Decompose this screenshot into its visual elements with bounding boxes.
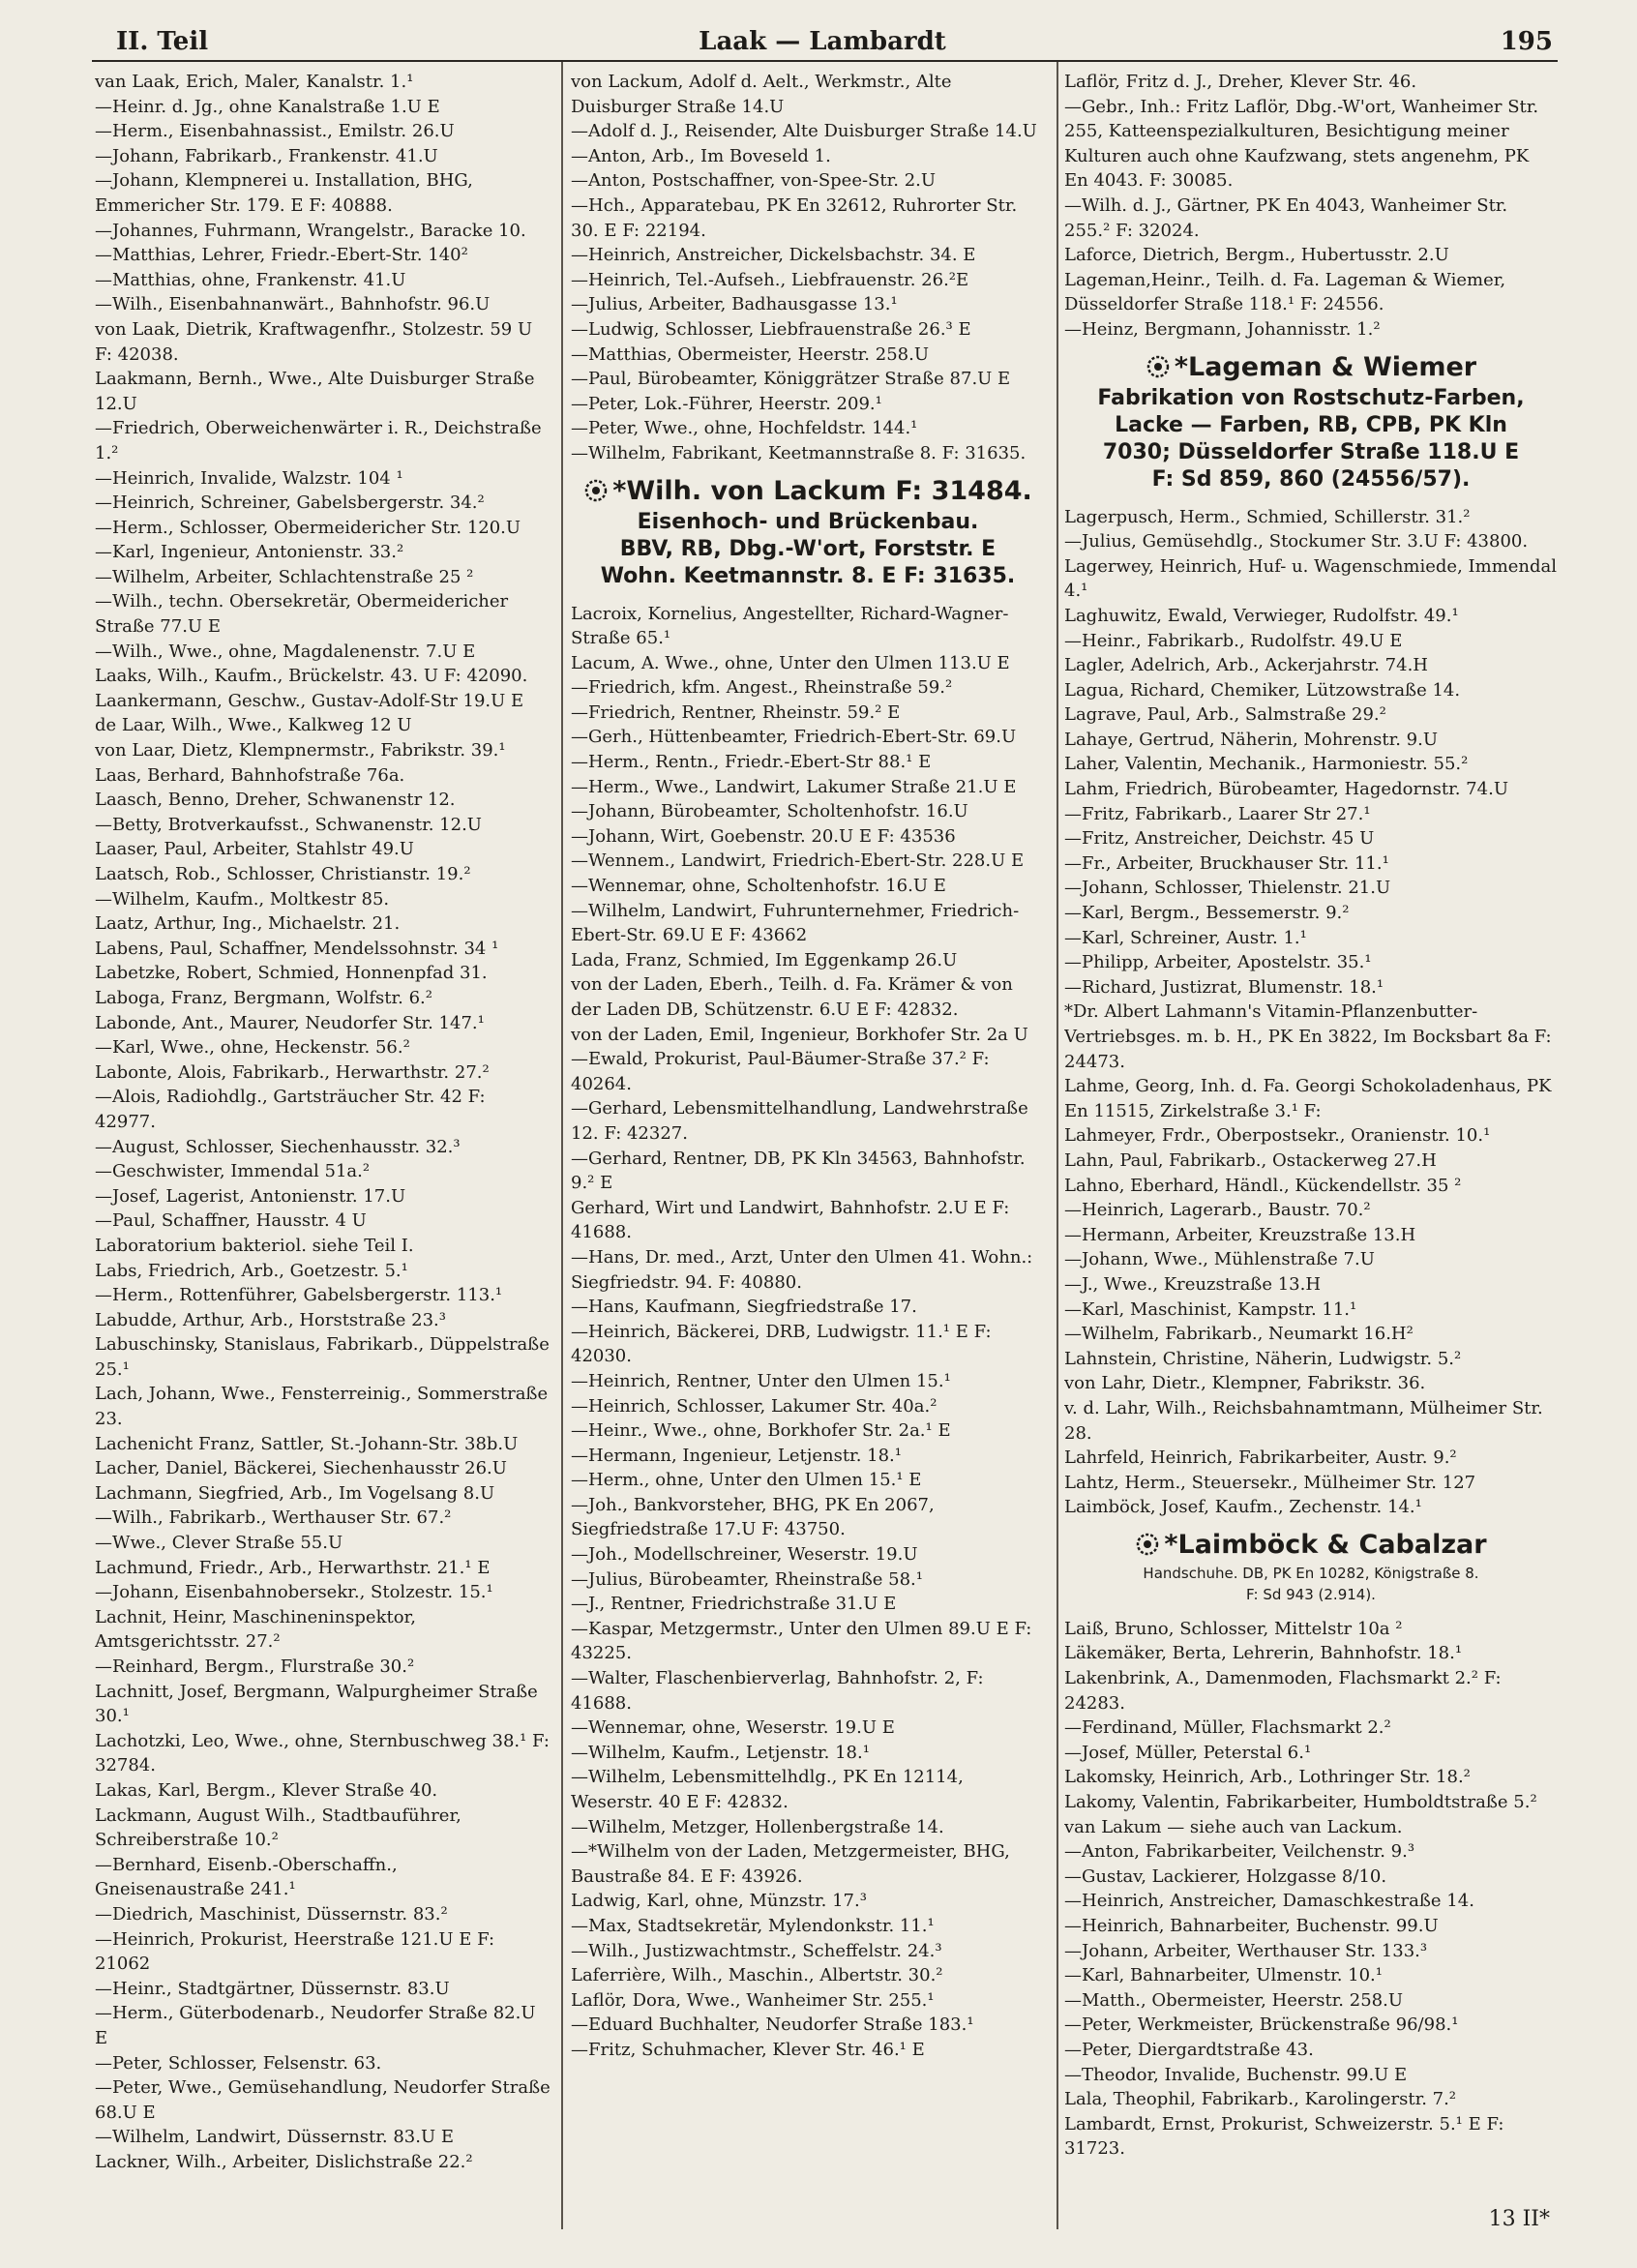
directory-entry: —Wilhelm, Fabrikant, Keetmannstraße 8. F: 31635. — [571, 442, 1027, 463]
advert-phone: F: 31484. — [895, 475, 1032, 506]
entries-block — [1064, 70, 1558, 343]
directory-entry: —Wilhelm, Arbeiter, Schlachtenstraße 25 ² — [95, 566, 474, 587]
directory-entry: —Herm., Rentn., Friedr.-Ebert-Str 88.¹ E — [571, 752, 932, 773]
directory-entry: —Kaspar, Metzgermstr., Unter den Ulmen 89.U E F: 43225. — [571, 1618, 1032, 1664]
directory-entry: Lala, Theophil, Fabrikarb., Karolingerstr. 7.² — [1064, 2089, 1457, 2110]
directory-entry: Lachnitt, Josef, Bergmann, Walpurgheimer Straße 30.¹ — [95, 1681, 538, 1727]
directory-entry: —Johann, Arbeiter, Werthauser Str. 133.³ — [1064, 1940, 1428, 1961]
directory-entry: Laforce, Dietrich, Bergm., Hubertusstr. 2.U — [1064, 245, 1449, 266]
directory-entry: —Matth., Obermeister, Heerstr. 258.U — [1064, 1989, 1403, 2011]
directory-entry: —Wilh., Wwe., ohne, Magdalenenstr. 7.U E — [95, 641, 476, 662]
directory-entry: —Ludwig, Schlosser, Liebfrauenstraße 26.³ E — [571, 318, 971, 340]
directory-entry: —Heinrich, Lagerarb., Baustr. 70.² — [1064, 1200, 1371, 1221]
directory-entry: —Heinrich, Invalide, Walzstr. 104 ¹ — [95, 467, 403, 489]
directory-entry: —Herm., Rottenführer, Gabelsbergerstr. 113.¹ — [95, 1285, 503, 1306]
directory-entry: —Wwe., Clever Straße 55.U — [95, 1533, 343, 1554]
directory-entry: —Peter, Lok.-Führer, Heerstr. 209.¹ — [571, 393, 882, 414]
directory-entry: Lambardt, Ernst, Prokurist, Schweizerstr. 5.¹ E F: 31723. — [1064, 2113, 1504, 2160]
directory-entry: —Johann, Wwe., Mühlenstraße 7.U — [1064, 1249, 1375, 1270]
directory-entry: Lagerpusch, Herm., Schmied, Schillerstr. 31.² — [1064, 506, 1471, 527]
advert-title — [1064, 350, 1558, 385]
directory-entry: Lachotzki, Leo, Wwe., ohne, Sternbuschweg 38.¹ F: 32784. — [95, 1730, 550, 1776]
directory-entry: Lagerwey, Heinrich, Huf- u. Wagenschmiede, Immendal 4.¹ — [1064, 555, 1558, 602]
directory-entry: —Paul, Bürobeamter, Königgrätzer Straße 87.U E — [571, 369, 1011, 390]
directory-entry: —Friedrich, kfm. Angest., Rheinstraße 59.² — [571, 677, 953, 699]
directory-entry: Laatsch, Rob., Schlosser, Christianstr. 19.² — [95, 864, 471, 884]
directory-entry: —Peter, Wwe., ohne, Hochfeldstr. 144.¹ — [571, 418, 918, 439]
directory-entry: —Wennemar, ohne, Scholtenhofstr. 16.U E — [571, 876, 946, 897]
directory-entry: Lachmann, Siegfried, Arb., Im Vogelsang 8.U — [95, 1482, 495, 1504]
directory-entry: —Herm., Eisenbahnassist., Emilstr. 26.U — [95, 121, 455, 142]
directory-entry: Lackner, Wilh., Arbeiter, Dislichstraße 22.² — [95, 2151, 473, 2172]
column-2 — [571, 70, 1045, 2223]
directory-entry: Lakas, Karl, Bergm., Klever Straße 40. — [95, 1779, 438, 1801]
telephone-icon — [583, 478, 609, 503]
directory-entry: von der Laden, Eberh., Teilh. d. Fa. Krämer & von der Laden DB, Schützenstr. 6.U E F: 42832. — [571, 974, 1013, 1020]
directory-entry: —Hermann, Arbeiter, Kreuzstraße 13.H — [1064, 1224, 1416, 1245]
directory-entry: —Josef, Lagerist, Antonienstr. 17.U — [95, 1185, 406, 1207]
telephone-icon — [1135, 1532, 1160, 1557]
directory-entry: —Anton, Fabrikarbeiter, Veilchenstr. 9.³ — [1064, 1841, 1415, 1863]
directory-entry: —Wilh., techn. Obersekretär, Obermeidericher Straße 77.U E — [95, 591, 509, 638]
advert-line: Eisenhoch- und Brückenbau. — [637, 509, 979, 534]
directory-entry: Labs, Friedrich, Arb., Goetzestr. 5.¹ — [95, 1260, 408, 1281]
directory-entry: Lacroix, Kornelius, Angestellter, Richard-Wagner-Straße 65.¹ — [571, 603, 1009, 649]
directory-entry: —Hans, Kaufmann, Siegfriedstraße 17. — [571, 1297, 917, 1318]
directory-entry: —Johann, Schlosser, Thielenstr. 21.U — [1064, 878, 1391, 899]
directory-entry: —Alois, Radiohdlg., Gartsträucher Str. 42 F: 42977. — [95, 1087, 486, 1132]
directory-entry: von Laar, Dietz, Klempnermstr., Fabrikstr. 39.¹ — [95, 740, 506, 761]
directory-entry: —Herm., ohne, Unter den Ulmen 15.¹ E — [571, 1470, 922, 1491]
column-divider — [561, 62, 563, 2229]
advert-line: Lacke — Farben, RB, CPB, PK Kln — [1115, 412, 1507, 437]
directory-entry: Labetzke, Robert, Schmied, Honnenpfad 31. — [95, 963, 488, 984]
directory-entry: —Gebr., Inh.: Fritz Laflör, Dbg.-W'ort, Wanheimer Str. 255, Katteenspezialkulturen, Besichtigung meiner Kulturen auch ohne Kaufzwang, stets angenehm, PK En 4043. F: 30085. — [1064, 96, 1539, 192]
directory-entry: —Walter, Flaschenbierverlag, Bahnhofstr. 2, F: 41688. — [571, 1668, 984, 1714]
directory-entry: *Dr. Albert Lahmann's Vitamin-Pflanzenbutter-Vertriebsges. m. b. H., PK En 3822, Im Bocksbart 8a F: 24473. — [1064, 1001, 1552, 1072]
directory-entry: —Gerh., Hüttenbeamter, Friedrich-Ebert-Str. 69.U — [571, 727, 1017, 748]
directory-entry: —Herm., Schlosser, Obermeidericher Str. 120.U — [95, 517, 521, 538]
column-divider — [1057, 62, 1058, 2229]
directory-entry: Lahm, Friedrich, Bürobeamter, Hagedornstr. 74.U — [1064, 779, 1508, 800]
directory-entry: —Karl, Wwe., ohne, Heckenstr. 56.² — [95, 1037, 410, 1059]
column-3 — [1064, 70, 1558, 2223]
directory-entry: —Wilhelm, Lebensmittelhdlg., PK En 12114, Weserstr. 40 E F: 42832. — [571, 1767, 964, 1812]
directory-entry: —Wilhelm, Kaufm., Moltkestr 85. — [95, 888, 390, 910]
directory-entry: —Johann, Eisenbahnobersekr., Stolzestr. 15.¹ — [95, 1582, 493, 1603]
directory-entry: Lagrave, Paul, Arb., Salmstraße 29.² — [1064, 704, 1386, 726]
directory-entry: —Wilhelm, Kaufm., Letjenstr. 18.¹ — [571, 1742, 870, 1763]
directory-entry: —Wennemar, ohne, Weserstr. 19.U E — [571, 1717, 895, 1739]
directory-entry: von Laak, Dietrik, Kraftwagenfhr., Stolzestr. 59 U F: 42038. — [95, 318, 533, 365]
directory-entry: —Joh., Bankvorsteher, BHG, PK En 2067, Siegfriedstraße 17.U F: 43750. — [571, 1494, 935, 1540]
advert-line: Wohn. Keetmannstr. 8. E F: 31635. — [600, 563, 1016, 588]
directory-entry: —Fritz, Fabrikarb., Laarer Str 27.¹ — [1064, 803, 1371, 824]
directory-entry: Lackmann, August Wilh., Stadtbauführer, Schreiberstraße 10.² — [95, 1805, 461, 1851]
directory-entry: —August, Schlosser, Siechenhausstr. 32.³ — [95, 1136, 461, 1157]
advert-title — [1064, 1528, 1558, 1563]
directory-entry: —Peter, Werkmeister, Brückenstraße 96/98.¹ — [1064, 2014, 1459, 2036]
directory-entry: —Betty, Brotverkaufsst., Schwanenstr. 12.U — [95, 814, 482, 835]
directory-entry: Laboratorium bakteriol. siehe Teil I. — [95, 1235, 414, 1256]
directory-entry: Gerhard, Wirt und Landwirt, Bahnhofstr. 2.U E F: 41688. — [571, 1197, 1010, 1243]
directory-entry: Labonte, Alois, Fabrikarb., Herwarthstr. 27.² — [95, 1061, 490, 1083]
directory-entry: Lagua, Richard, Chemiker, Lützowstraße 14. — [1064, 679, 1461, 701]
directory-entry: —Karl, Bergm., Bessemerstr. 9.² — [1064, 903, 1350, 924]
directory-entry: Laghuwitz, Ewald, Verwieger, Rudolfstr. 49.¹ — [1064, 605, 1459, 626]
directory-entry: —Heinrich, Schreiner, Gabelsbergerstr. 34.² — [95, 492, 485, 514]
directory-entry: Lachenicht Franz, Sattler, St.-Johann-Str. 38b.U — [95, 1433, 519, 1454]
directory-entry: Lakomy, Valentin, Fabrikarbeiter, Humboldtstraße 5.² — [1064, 1792, 1537, 1813]
directory-entry: —Friedrich, Oberweichenwärter i. R., Deichstraße 1.² — [95, 418, 542, 463]
directory-entry: —Heinrich, Anstreicher, Dickelsbachstr. 34. E — [571, 245, 976, 266]
directory-entry: Laboga, Franz, Bergmann, Wolfstr. 6.² — [95, 987, 432, 1008]
directory-entry: Laasch, Benno, Dreher, Schwanenstr 12. — [95, 790, 456, 811]
directory-entry: Lagler, Adelrich, Arb., Ackerjahrstr. 74.H — [1064, 655, 1429, 676]
directory-entry: —Matthias, Lehrer, Friedr.-Ebert-Str. 140² — [95, 245, 468, 266]
advert-line: Fabrikation von Rostschutz-Farben, — [1097, 385, 1525, 410]
directory-entry: —Wennem., Landwirt, Friedrich-Ebert-Str. 228.U E — [571, 850, 1025, 872]
directory-entry: Lahaye, Gertrud, Näherin, Mohrenstr. 9.U — [1064, 729, 1439, 750]
directory-entry: Lada, Franz, Schmied, Im Eggenkamp 26.U — [571, 949, 958, 970]
directory-entry: —Heinr., Wwe., ohne, Borkhofer Str. 2a.¹ E — [571, 1420, 951, 1442]
directory-entry: —Johann, Klempnerei u. Installation, BHG, Emmericher Str. 179. E F: 40888. — [95, 170, 473, 216]
directory-entry: Labudde, Arthur, Arb., Horststraße 23.³ — [95, 1309, 446, 1330]
advert-line: Handschuhe. DB, PK En 10282, Königstraße 8. — [1143, 1564, 1479, 1582]
directory-entry: —Johannes, Fuhrmann, Wrangelstr., Baracke 10. — [95, 220, 526, 241]
directory-entry: —Wilh., Fabrikarb., Werthauser Str. 67.² — [95, 1507, 452, 1529]
directory-entry: Lachmund, Friedr., Arb., Herwarthstr. 21.¹ E — [95, 1557, 491, 1578]
directory-entry: —Geschwister, Immendal 51a.² — [95, 1161, 371, 1182]
directory-entry: —Gerhard, Rentner, DB, PK Kln 34563, Bahnhofstr. 9.² E — [571, 1148, 1026, 1194]
directory-entry: —Peter, Schlosser, Felsenstr. 63. — [95, 2052, 382, 2074]
advert-lackum — [571, 474, 1045, 590]
directory-entry: Laaser, Paul, Arbeiter, Stahlstr 49.U — [95, 839, 414, 860]
directory-entry: —Heinrich, Tel.-Aufseh., Liebfrauenstr. 26.²E — [571, 269, 969, 290]
directory-entry: —Wilhelm, Landwirt, Fuhrunternehmer, Friedrich-Ebert-Str. 69.U E F: 43662 — [571, 900, 1020, 946]
directory-entry: —Julius, Bürobeamter, Rheinstraße 58.¹ — [571, 1568, 923, 1590]
directory-entry: Laankermann, Geschw., Gustav-Adolf-Str 19.U E — [95, 690, 524, 711]
directory-entry: —Josef, Müller, Peterstal 6.¹ — [1064, 1742, 1312, 1763]
directory-entry: Laas, Berhard, Bahnhofstraße 76a. — [95, 764, 405, 786]
directory-entry: —Gerhard, Lebensmittelhandlung, Landwehrstraße 12. F: 42327. — [571, 1098, 1028, 1144]
directory-entry: Laimböck, Josef, Kaufm., Zechenstr. 14.¹ — [1064, 1497, 1422, 1518]
directory-entry: v. d. Lahr, Wilh., Reichsbahnamtmann, Mülheimer Str. 28. — [1064, 1397, 1543, 1444]
directory-entry: —Julius, Gemüsehdlg., Stockumer Str. 3.U F: 43800. — [1064, 531, 1529, 552]
column-1 — [95, 70, 551, 2223]
directory-entry: —Matthias, Obermeister, Heerstr. 258.U — [571, 343, 929, 365]
directory-entry: Lakomsky, Heinrich, Arb., Lothringer Str. 18.² — [1064, 1767, 1471, 1788]
directory-entry: —Hch., Apparatebau, PK En 32612, Ruhrorter Str. 30. E F: 22194. — [571, 194, 1018, 241]
directory-entry: —*Wilhelm von der Laden, Metzgermeister, BHG, Baustraße 84. E F: 43926. — [571, 1841, 1010, 1887]
directory-entry: —Fr., Arbeiter, Bruckhauser Str. 11.¹ — [1064, 852, 1389, 874]
directory-entry: von der Laden, Emil, Ingenieur, Borkhofer Str. 2a U — [571, 1024, 1028, 1045]
directory-entry: Labens, Paul, Schaffner, Mendelssohnstr. 34 ¹ — [95, 938, 499, 959]
page-number: 195 — [1500, 27, 1553, 56]
directory-entry: Lach, Johann, Wwe., Fensterreinig., Sommerstraße 23. — [95, 1384, 549, 1430]
page-title: Laak — Lambardt — [699, 27, 946, 56]
signature-mark: 13 II* — [1488, 2207, 1550, 2231]
header-rule — [92, 60, 1558, 62]
directory-entry: Lacum, A. Wwe., ohne, Unter den Ulmen 113.U E — [571, 652, 1010, 673]
directory-entry: Lachnit, Heinr, Maschineninspektor, Amtsgerichtsstr. 27.² — [95, 1606, 416, 1653]
directory-entry: —Joh., Modellschreiner, Weserstr. 19.U — [571, 1544, 918, 1566]
directory-entry: Lageman,Heinr., Teilh. d. Fa. Lageman & Wiemer, Düsseldorfer Straße 118.¹ F: 24556. — [1064, 269, 1506, 315]
directory-entry: —Friedrich, Rentner, Rheinstr. 59.² E — [571, 701, 901, 723]
directory-entry: —Wilh., Eisenbahnanwärt., Bahnhofstr. 96.U — [95, 294, 491, 315]
directory-entry: Lahtz, Herm., Steuersekr., Mülheimer Str. 127 — [1064, 1472, 1476, 1493]
directory-entry: —Ewald, Prokurist, Paul-Bäumer-Straße 37.² F: 40264. — [571, 1049, 990, 1094]
advert-name: *Lageman & Wiemer — [1174, 351, 1477, 382]
directory-entry: de Laar, Wilh., Wwe., Kalkweg 12 U — [95, 715, 412, 736]
advert-line: F: Sd 859, 860 (24556/57). — [1151, 466, 1471, 492]
advert-lageman — [1064, 350, 1558, 493]
directory-entry: Lahnstein, Christine, Näherin, Ludwigstr. 5.² — [1064, 1348, 1462, 1369]
advert-laimboeck — [1064, 1528, 1558, 1605]
directory-entry: —Bernhard, Eisenb.-Oberschaffn., Gneisenaustraße 241.¹ — [95, 1854, 398, 1900]
directory-entry: —Wilh. d. J., Gärtner, PK En 4043, Wanheimer Str. 255.² F: 32024. — [1064, 194, 1508, 241]
directory-entry: Lahrfeld, Heinrich, Fabrikarbeiter, Austr. 9.² — [1064, 1447, 1457, 1469]
directory-entry: Laaks, Wilh., Kaufm., Brückelstr. 43. U F: 42090. — [95, 666, 528, 687]
directory-entry: —Anton, Postschaffner, von-Spee-Str. 2.U — [571, 170, 937, 192]
directory-entry: —Peter, Wwe., Gemüsehandlung, Neudorfer Straße 68.U E — [95, 2077, 551, 2123]
directory-entry: —Karl, Bahnarbeiter, Ulmenstr. 10.¹ — [1064, 1965, 1383, 1986]
directory-entry: von Lahr, Dietr., Klempner, Fabrikstr. 36. — [1064, 1373, 1426, 1394]
directory-entry: —Heinrich, Bahnarbeiter, Buchenstr. 99.U — [1064, 1916, 1439, 1936]
directory-entry: —Wilh., Justizwachtmstr., Scheffelstr. 24.³ — [571, 1940, 942, 1961]
directory-entry: Laflör, Dora, Wwe., Wanheimer Str. 255.¹ — [571, 1989, 935, 2011]
directory-entry: —Anton, Arb., Im Boveseld 1. — [571, 145, 831, 166]
directory-entry: —Eduard Buchhalter, Neudorfer Straße 183.¹ — [571, 2014, 974, 2036]
directory-entry: —Johann, Fabrikarb., Frankenstr. 41.U — [95, 145, 438, 166]
directory-entry: —Heinrich, Schlosser, Lakumer Str. 40a.² — [571, 1395, 938, 1417]
entries-block — [1064, 505, 1558, 1520]
directory-entry: —Heinrich, Bäckerei, DRB, Ludwigstr. 11.¹ E F: 42030. — [571, 1321, 992, 1367]
directory-entry: Laiß, Bruno, Schlosser, Mittelstr 10a ² — [1064, 1618, 1403, 1639]
directory-entry: Laatz, Arthur, Ing., Michaelstr. 21. — [95, 913, 401, 935]
directory-entry: —Theodor, Invalide, Buchenstr. 99.U E — [1064, 2064, 1408, 2085]
directory-entry: Lahmeyer, Frdr., Oberpostsekr., Oranienstr. 10.¹ — [1064, 1125, 1491, 1147]
directory-entry: —Peter, Diergardtstraße 43. — [1064, 2039, 1314, 2060]
directory-entry: —Paul, Schaffner, Hausstr. 4 U — [95, 1210, 367, 1232]
directory-entry: —Heinr., Stadtgärtner, Düssernstr. 83.U — [95, 1978, 450, 1999]
directory-entry: —Reinhard, Bergm., Flurstraße 30.² — [95, 1656, 415, 1677]
directory-entry: —Hans, Dr. med., Arzt, Unter den Ulmen 41. Wohn.: Siegfriedstr. 94. F: 40880. — [571, 1246, 1033, 1293]
directory-entry: —Ferdinand, Müller, Flachsmarkt 2.² — [1064, 1717, 1391, 1739]
directory-entry: —Johann, Wirt, Goebenstr. 20.U E F: 43536 — [571, 825, 956, 847]
advert-line: F: Sd 943 (2.914). — [1246, 1585, 1376, 1603]
directory-entry: Lahme, Georg, Inh. d. Fa. Georgi Schokoladenhaus, PK En 11515, Zirkelstraße 3.¹ F: — [1064, 1076, 1552, 1121]
directory-entry: —J., Wwe., Kreuzstraße 13.H — [1064, 1273, 1322, 1295]
directory-entry: —Richard, Justizrat, Blumenstr. 18.¹ — [1064, 976, 1384, 998]
advert-line: 7030; Düsseldorfer Straße 118.U E — [1102, 439, 1520, 464]
directory-entry: —Herm., Güterbodenarb., Neudorfer Straße 82.U E — [95, 2003, 536, 2048]
directory-entry: —Heinrich, Rentner, Unter den Ulmen 15.¹ — [571, 1370, 951, 1391]
directory-entry: Ladwig, Karl, ohne, Münzstr. 17.³ — [571, 1891, 867, 1912]
directory-entry: Läkemäker, Berta, Lehrerin, Bahnhofstr. 18.¹ — [1064, 1643, 1463, 1664]
directory-entry: Labuschinsky, Stanislaus, Fabrikarb., Düppelstraße 25.¹ — [95, 1334, 550, 1380]
advert-name: *Wilh. von Lackum — [612, 475, 887, 506]
directory-entry: —Gustav, Lackierer, Holzgasse 8/10. — [1064, 1865, 1387, 1887]
directory-entry: —Wilhelm, Landwirt, Düssernstr. 83.U E — [95, 2127, 455, 2148]
directory-entry: —Max, Stadtsekretär, Mylendonkstr. 11.¹ — [571, 1915, 935, 1936]
telephone-icon — [1146, 354, 1171, 379]
directory-entry: Lahn, Paul, Fabrikarb., Ostackerweg 27.H — [1064, 1149, 1437, 1171]
directory-entry: —Wilhelm, Fabrikarb., Neumarkt 16.H² — [1064, 1324, 1414, 1345]
directory-entry: —Karl, Maschinist, Kampstr. 11.¹ — [1064, 1298, 1357, 1320]
directory-entry: Laakmann, Bernh., Wwe., Alte Duisburger Straße 12.U — [95, 369, 535, 414]
directory-entry: —Heinrich, Prokurist, Heerstraße 121.U E F: 21062 — [95, 1928, 495, 1975]
directory-entry: —Heinz, Bergmann, Johannisstr. 1.² — [1064, 318, 1381, 340]
directory-entry: Laferrière, Wilh., Maschin., Albertstr. 30.² — [571, 1965, 943, 1986]
directory-entry: van Laak, Erich, Maler, Kanalstr. 1.¹ — [95, 72, 414, 92]
directory-entry: —J., Rentner, Friedrichstraße 31.U E — [571, 1594, 897, 1615]
directory-entry: Lakenbrink, A., Damenmoden, Flachsmarkt 2.² F: 24283. — [1064, 1668, 1502, 1714]
entries-block — [571, 602, 1045, 2063]
directory-entry: —Philipp, Arbeiter, Apostelstr. 35.¹ — [1064, 952, 1372, 973]
directory-entry: —Karl, Schreiner, Austr. 1.¹ — [1064, 927, 1307, 948]
directory-entry: Laflör, Fritz d. J., Dreher, Klever Str. 46. — [1064, 72, 1417, 92]
part-label: II. Teil — [116, 27, 209, 56]
directory-entry: —Karl, Ingenieur, Antonienstr. 33.² — [95, 542, 404, 563]
directory-entry: Laher, Valentin, Mechanik., Harmoniestr. 55.² — [1064, 754, 1469, 775]
directory-entry: —Herm., Wwe., Landwirt, Lakumer Straße 21.U E — [571, 776, 1017, 797]
directory-entry: Labonde, Ant., Maurer, Neudorfer Str. 147.¹ — [95, 1012, 485, 1033]
directory-entry: —Heinrich, Anstreicher, Damaschkestraße 14. — [1064, 1891, 1474, 1912]
directory-entry: —Heinr. d. Jg., ohne Kanalstraße 1.U E — [95, 96, 440, 117]
directory-entry: —Adolf d. J., Reisender, Alte Duisburger Straße 14.U — [571, 121, 1037, 142]
advert-name: *Laimböck & Cabalzar — [1164, 1529, 1487, 1560]
directory-entry: —Hermann, Ingenieur, Letjenstr. 18.¹ — [571, 1445, 902, 1466]
entries-block — [571, 70, 1045, 466]
directory-entry: —Johann, Bürobeamter, Scholtenhofstr. 16.U — [571, 801, 968, 822]
directory-entry: von Lackum, Adolf d. Aelt., Werkmstr., Alte Duisburger Straße 14.U — [571, 72, 952, 117]
entries-block — [1064, 1617, 1558, 2162]
directory-entry: —Wilhelm, Metzger, Hollenbergstraße 14. — [571, 1816, 944, 1837]
directory-entry: —Julius, Arbeiter, Badhausgasse 13.¹ — [571, 294, 898, 315]
directory-entry: —Fritz, Schuhmacher, Klever Str. 46.¹ E — [571, 2039, 925, 2060]
directory-entry: van Lakum — siehe auch van Lackum. — [1064, 1816, 1403, 1837]
advert-title — [571, 474, 1045, 509]
directory-entry: Lahno, Eberhard, Händl., Kückendellstr. 35 ² — [1064, 1175, 1462, 1196]
directory-entry: —Matthias, ohne, Frankenstr. 41.U — [95, 269, 406, 290]
advert-line: BBV, RB, Dbg.-W'ort, Forststr. E — [619, 536, 997, 561]
directory-entry: —Diedrich, Maschinist, Düssernstr. 83.² — [95, 1903, 448, 1925]
directory-entry: Lacher, Daniel, Bäckerei, Siechenhausstr 26.U — [95, 1458, 507, 1479]
directory-entry: —Fritz, Anstreicher, Deichstr. 45 U — [1064, 828, 1375, 850]
directory-entry: —Heinr., Fabrikarb., Rudolfstr. 49.U E — [1064, 630, 1403, 651]
